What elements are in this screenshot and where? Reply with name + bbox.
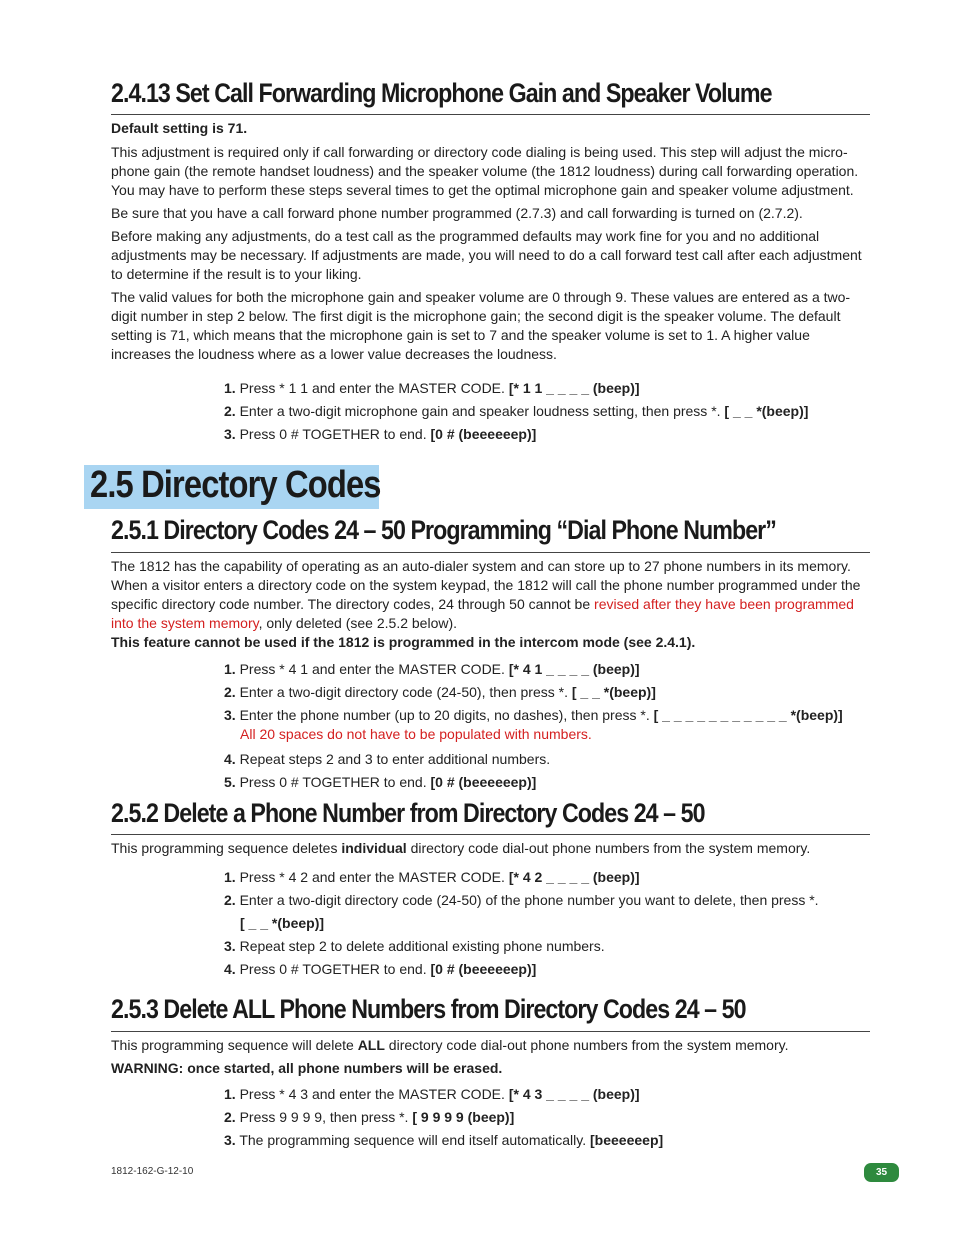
step-code: [ _ _ *(beep)]	[724, 403, 809, 419]
step-item	[224, 1131, 663, 1150]
step-item	[224, 937, 819, 956]
step-note: All 20 spaces do not have to be populated with numbers.	[240, 726, 592, 742]
step-text: Press 0 # TOGETHER to end.	[239, 426, 431, 442]
step-number: 3.	[224, 1132, 236, 1148]
warning-note: This feature cannot be used if the 1812 is programmed in the intercom mode (see 2.4.1).	[111, 634, 696, 650]
section-title-2-5-1: 2.5.1 Directory Codes 24 – 50 Programming “Dial Phone Number”	[111, 515, 776, 545]
paragraph	[111, 839, 873, 858]
step-item	[224, 891, 819, 933]
step-code: [ _ _ _ _ _ _ _ _ _ _ _ *(beep)]	[653, 707, 843, 723]
step-item	[224, 773, 843, 792]
steps-list	[224, 1085, 663, 1154]
paragraph-text: , only deleted (see 2.5.2 below).	[258, 615, 458, 631]
section-rule	[111, 552, 870, 553]
paragraph: Before making any adjustments, do a test call as the programmed defaults may work fine for you and no additional adjustments may be necessary. If adjustments are made, you will need to do a call forward test call after each adjustment to determine if the result is to your liking.	[111, 228, 862, 282]
step-text: Press * 1 1 and enter the MASTER CODE.	[239, 380, 509, 396]
steps-list	[224, 379, 808, 448]
step-text: The programming sequence will end itself automatically.	[239, 1132, 591, 1148]
step-item	[224, 683, 843, 702]
paragraph-text: The 1812 has the capability of operating as an auto-dialer system and can store up to 27 phone numbers in its memory. When a visitor enters a directory code on the system keypad, the 1812 will call the phone number programmed under the specific directory code number. The directory codes, 24 through 50 cannot be	[111, 558, 861, 612]
highlighted-text: revised after they have been programmed into the system memory	[111, 596, 854, 631]
paragraph	[111, 1036, 873, 1055]
step-item	[224, 1085, 663, 1104]
step-code: [ _ _ *(beep)]	[240, 915, 325, 931]
step-number: 3.	[224, 938, 236, 954]
step-code: [beeeeeep]	[590, 1132, 664, 1148]
paragraph-text: This programming sequence deletes	[111, 840, 342, 856]
step-code: [0 # (beeeeeep)]	[430, 961, 537, 977]
step-code: [* 1 1 _ _ _ _ (beep)]	[508, 380, 640, 396]
section-title-2-5-3: 2.5.3 Delete ALL Phone Numbers from Directory Codes 24 – 50	[111, 994, 746, 1024]
page-number-badge: 35	[864, 1163, 899, 1182]
step-code: [ 9 9 9 9 (beep)]	[412, 1109, 515, 1125]
step-number: 5.	[224, 774, 236, 790]
emphasis-text: ALL	[357, 1037, 385, 1053]
step-code: [ _ _ *(beep)]	[571, 684, 656, 700]
step-number: 1.	[224, 380, 236, 396]
step-item	[224, 750, 843, 769]
step-item	[224, 868, 819, 887]
section-rule	[111, 1031, 870, 1032]
step-text: Enter the phone number (up to 20 digits, no dashes), then press *.	[239, 707, 654, 723]
step-number: 4.	[224, 751, 236, 767]
step-text: Press 9 9 9 9, then press *.	[239, 1109, 413, 1125]
document-id: 1812-162-G-12-10	[111, 1166, 194, 1177]
section-rule	[111, 834, 870, 835]
step-number: 4.	[224, 961, 236, 977]
step-number: 3.	[224, 426, 236, 442]
step-text: Repeat steps 2 and 3 to enter additional numbers.	[239, 751, 551, 767]
step-item	[224, 706, 843, 744]
step-item	[224, 1108, 663, 1127]
steps-list	[224, 868, 819, 983]
step-text: Enter a two-digit microphone gain and speaker loudness setting, then press *.	[239, 403, 725, 419]
step-text: Press 0 # TOGETHER to end.	[239, 961, 431, 977]
step-code: [* 4 2 _ _ _ _ (beep)]	[508, 869, 640, 885]
step-code: [* 4 1 _ _ _ _ (beep)]	[508, 661, 640, 677]
steps-list	[224, 660, 843, 796]
step-number: 1.	[224, 869, 236, 885]
step-code: [0 # (beeeeeep)]	[430, 774, 537, 790]
paragraph: The valid values for both the microphone gain and speaker volume are 0 through 9. These values are entered as a two-digit number in step 2 below. The first digit is the microphone gain; the second digit is the speaker volume. The default setting is 71, which means that the microphone gain is set to 7 and the speaker volume is set to 1. A higher value increases the loudness where as a lower value decreases the loudness.	[111, 289, 851, 362]
step-number: 3.	[224, 707, 236, 723]
warning-note: WARNING: once started, all phone numbers will be erased.	[111, 1060, 503, 1076]
step-text: Press * 4 1 and enter the MASTER CODE.	[239, 661, 509, 677]
step-text: Press * 4 3 and enter the MASTER CODE.	[239, 1086, 509, 1102]
paragraph: This adjustment is required only if call forwarding or directory code dialing is being used. This step will adjust the micro-phone gain (the remote handset loudness) and the speaker volume (the 1812 loudness) during call forwarding operation. You may have to perform these steps several times to get the optimal microphone gain and speaker volume adjustment.	[111, 144, 859, 198]
paragraph	[111, 557, 873, 633]
step-text: Press * 4 2 and enter the MASTER CODE.	[239, 869, 509, 885]
section-title-2-4-13: 2.4.13 Set Call Forwarding Microphone Gain and Speaker Volume	[111, 78, 772, 108]
step-item	[224, 425, 808, 444]
step-number: 2.	[224, 1109, 236, 1125]
step-text: Repeat step 2 to delete additional existing phone numbers.	[239, 938, 605, 954]
step-item	[224, 960, 819, 979]
step-number: 2.	[224, 684, 236, 700]
default-setting-note: Default setting is 71.	[111, 120, 248, 136]
paragraph-text: directory code dial-out phone numbers from the system memory.	[406, 840, 811, 856]
paragraph-text: This programming sequence will delete	[111, 1037, 358, 1053]
section-rule	[111, 114, 870, 115]
paragraph: Be sure that you have a call forward phone number programmed (2.7.3) and call forwarding is turned on (2.7.2).	[111, 205, 803, 221]
chapter-title-2-5: 2.5 Directory Codes	[90, 464, 381, 506]
step-item	[224, 660, 843, 679]
step-text: Press 0 # TOGETHER to end.	[239, 774, 431, 790]
step-text: Enter a two-digit directory code (24-50), then press *.	[239, 684, 572, 700]
step-item	[224, 402, 808, 421]
section-title-2-5-2: 2.5.2 Delete a Phone Number from Directory Codes 24 – 50	[111, 798, 705, 828]
step-number: 2.	[224, 403, 236, 419]
step-text: Enter a two-digit directory code (24-50) of the phone number you want to delete, then press *.	[239, 892, 819, 908]
step-item	[224, 379, 808, 398]
paragraph-text: directory code dial-out phone numbers from the system memory.	[384, 1037, 789, 1053]
step-number: 1.	[224, 661, 236, 677]
step-number: 2.	[224, 892, 236, 908]
step-code: [0 # (beeeeeep)]	[430, 426, 537, 442]
step-number: 1.	[224, 1086, 236, 1102]
step-code: [* 4 3 _ _ _ _ (beep)]	[508, 1086, 640, 1102]
emphasis-text: individual	[341, 840, 407, 856]
